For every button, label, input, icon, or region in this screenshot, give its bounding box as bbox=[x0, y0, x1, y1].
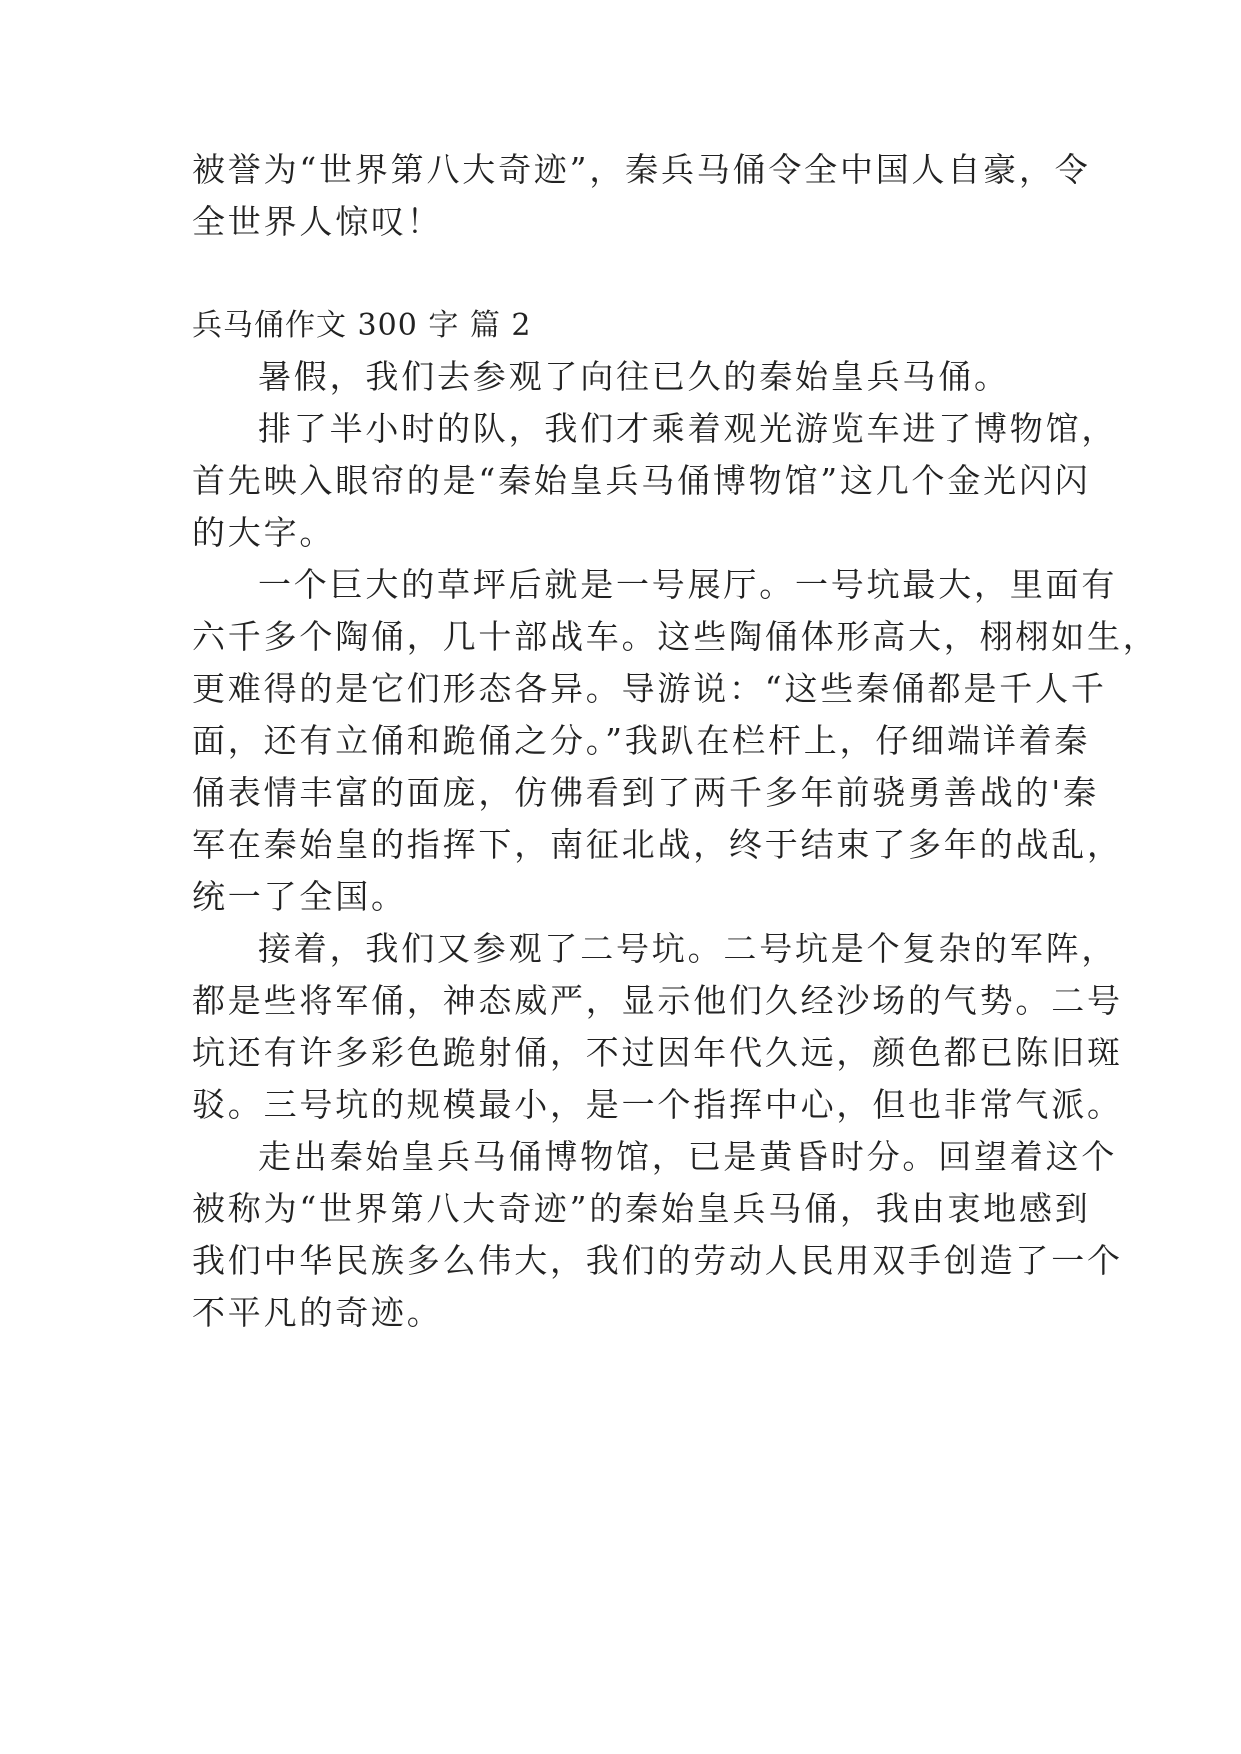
paragraph-line: 全世界人惊叹！ bbox=[192, 202, 443, 241]
paragraph-line: 被誉为“世界第八大奇迹”，秦兵马俑令全中国人自豪，令 bbox=[192, 150, 1091, 189]
paragraph-line: 首先映入眼帘的是“秦始皇兵马俑博物馆”这几个金光闪闪 bbox=[192, 461, 1091, 500]
section-heading: 兵马俑作文 300 字 篇 2 bbox=[192, 308, 532, 343]
paragraph-line: 暑假，我们去参观了向往已久的秦始皇兵马俑。 bbox=[258, 357, 1010, 396]
paragraph-line: 驳。三号坑的规模最小，是一个指挥中心，但也非常气派。 bbox=[192, 1085, 1123, 1124]
paragraph-line: 接着，我们又参观了二号坑。二号坑是个复杂的军阵， bbox=[258, 929, 1118, 968]
paragraph-line: 统一了全国。 bbox=[192, 877, 407, 916]
paragraph-line: 走出秦始皇兵马俑博物馆，已是黄昏时分。回望着这个 bbox=[258, 1137, 1118, 1176]
paragraph-line: 都是些将军俑，神态威严，显示他们久经沙场的气势。二号 bbox=[192, 981, 1123, 1020]
paragraph-line: 被称为“世界第八大奇迹”的秦始皇兵马俑，我由衷地感到 bbox=[192, 1189, 1091, 1228]
paragraph-line: 军在秦始皇的指挥下，南征北战，终于结束了多年的战乱， bbox=[192, 825, 1123, 864]
paragraph-line: 六千多个陶俑，几十部战车。这些陶俑体形高大，栩栩如生， bbox=[192, 617, 1159, 656]
paragraph-line: 我们中华民族多么伟大，我们的劳动人民用双手创造了一个 bbox=[192, 1241, 1123, 1280]
paragraph-line: 坑还有许多彩色跪射俑，不过因年代久远，颜色都已陈旧斑 bbox=[192, 1033, 1123, 1072]
paragraph-line: 面，还有立俑和跪俑之分。”我趴在栏杆上，仔细端详着秦 bbox=[192, 721, 1091, 760]
paragraph-line: 不平凡的奇迹。 bbox=[192, 1293, 443, 1332]
paragraph-line: 俑表情丰富的面庞，仿佛看到了两千多年前骁勇善战的'秦 bbox=[192, 773, 1099, 812]
paragraph-line: 的大字。 bbox=[192, 513, 336, 552]
paragraph-line: 一个巨大的草坪后就是一号展厅。一号坑最大，里面有 bbox=[258, 565, 1118, 604]
paragraph-line: 排了半小时的队，我们才乘着观光游览车进了博物馆， bbox=[258, 409, 1118, 448]
paragraph-line: 更难得的是它们形态各异。导游说：“这些秦俑都是千人千 bbox=[192, 669, 1107, 708]
